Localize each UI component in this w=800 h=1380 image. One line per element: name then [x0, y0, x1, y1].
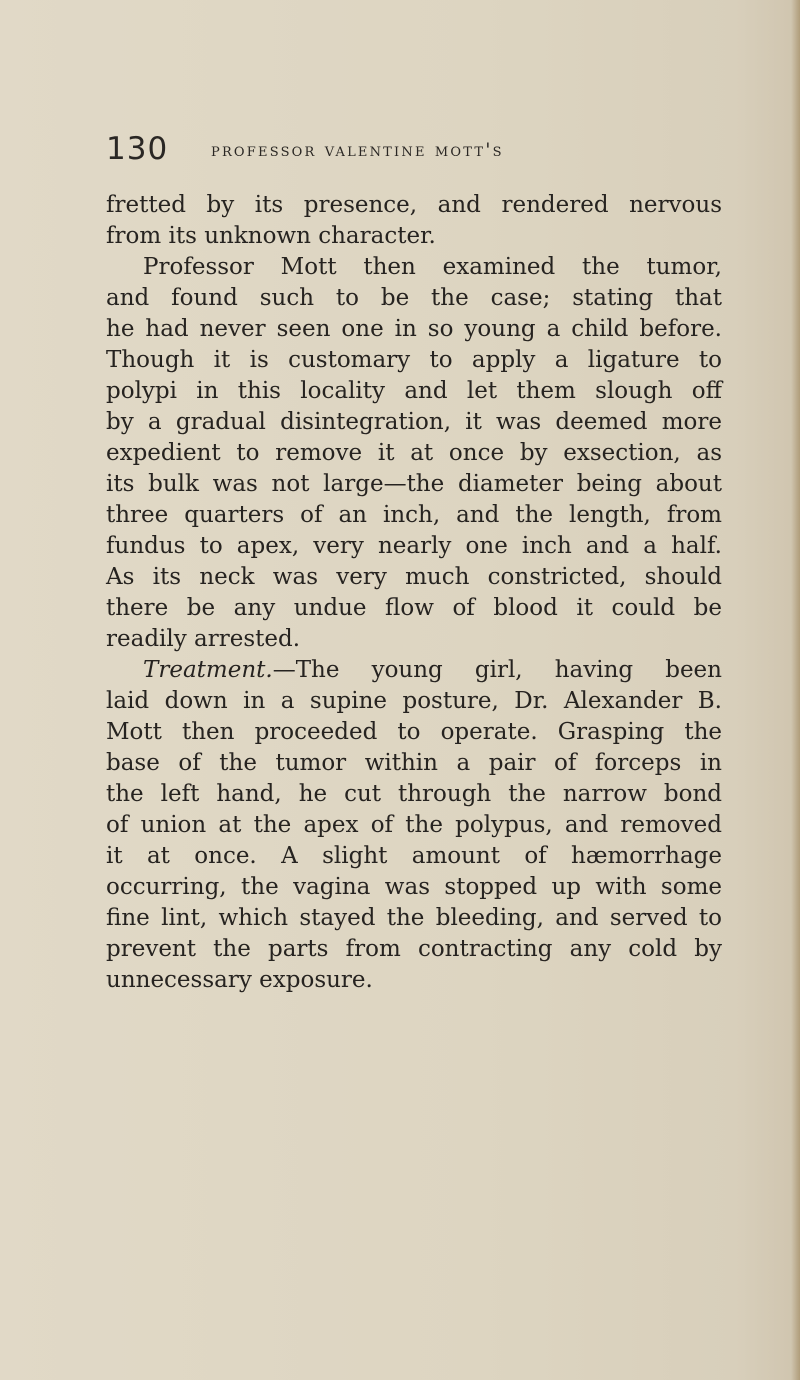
text-line-15: readily arrested. — [106, 626, 301, 652]
text-line-19: base of the tumor within a pair of forceps in — [106, 750, 722, 776]
text-line-18: Mott then proceeded to operate. Grasping the — [106, 719, 722, 745]
text-line-6: Though it is customary to apply a ligature to — [106, 347, 722, 373]
text-line-23: occurring, the vagina was stopped up with some — [106, 874, 722, 900]
page-header — [106, 131, 666, 174]
text-line-5: he had never seen one in so young a child before. — [106, 316, 722, 342]
text-line-22: it at once. A slight amount of hæmorrhage — [106, 843, 722, 869]
text-line-20: the left hand, he cut through the narrow bond — [106, 781, 722, 807]
text-line-8: by a gradual disintegration, it was deemed more — [106, 409, 722, 435]
treatment-heading: Treatment. — [143, 657, 273, 683]
text-line-10: its bulk was not large—the diameter being about — [106, 471, 722, 497]
text-line-4: and found such to be the case; stating that — [106, 285, 722, 311]
text-line-2: from its unknown character. — [106, 223, 436, 249]
text-line-21: of union at the apex of the polypus, and removed — [106, 812, 722, 838]
text-line-17: laid down in a supine posture, Dr. Alexander B. — [106, 688, 722, 714]
text-line-12: fundus to apex, very nearly one inch and a half. — [106, 533, 722, 559]
text-line-3: Professor Mott then examined the tumor, — [143, 254, 722, 280]
text-line-9: expedient to remove it at once by exsection, as — [106, 440, 722, 466]
running-head: professor valentine mott's — [211, 139, 504, 161]
treatment-line-rest: —The young girl, having been — [272, 657, 722, 683]
text-line-1: fretted by its presence, and rendered nervous — [106, 192, 722, 218]
text-line-11: three quarters of an inch, and the length, from — [106, 502, 722, 528]
text-line-26: unnecessary exposure. — [106, 967, 373, 993]
text-line-24: fine lint, which stayed the bleeding, and served to — [106, 905, 722, 931]
page-number: 130 — [106, 131, 169, 167]
text-line-7: polypi in this locality and let them slough off — [106, 378, 722, 404]
body-text — [106, 190, 722, 996]
page-edge-shadow — [791, 0, 800, 1380]
treatment-line — [106, 655, 722, 686]
text-line-14: there be any undue flow of blood it could be — [106, 595, 722, 621]
text-line-25: prevent the parts from contracting any cold by — [106, 936, 722, 962]
text-line-13: As its neck was very much constricted, should — [106, 564, 722, 590]
